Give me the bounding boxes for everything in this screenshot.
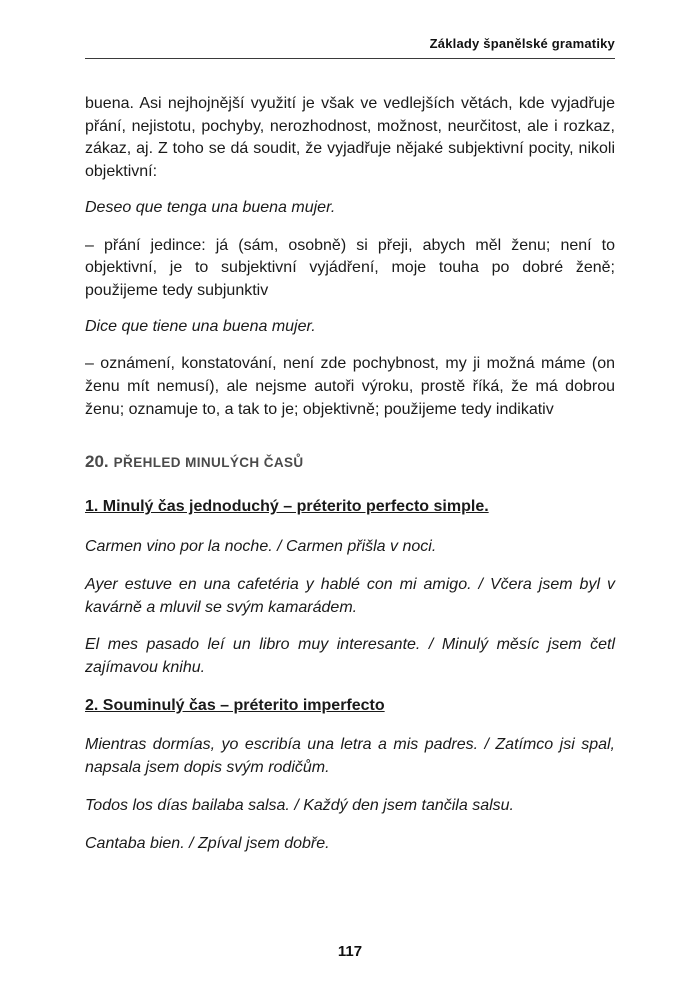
subsection-heading-preterito-perfecto: 1. Minulý čas jednoduchý – préterito perfecto simple.: [85, 498, 489, 516]
example-sentence-todos-los-dias: Todos los días bailaba salsa. / Každý den jsem tančila salsu.: [85, 796, 514, 814]
page-content: [0, 59, 700, 855]
subsection-heading-preterito-imperfecto: 2. Souminulý čas – préterito imperfecto: [85, 696, 385, 714]
paragraph-subjunctive-intro: buena. Asi nejhojnější využití je však ve vedlejších větách, kde vyjadřuje přání, nejistotu, pochyby, nerozhodnost, možnost, neurčitost, ale i rozkaz, zákaz, aj. Z toho se dá soudit, že vyjadřuje nějaké subjektivní pocity, nikoli objektivní:: [85, 95, 615, 181]
section-title: PŘEHLED MINULÝCH ČASŮ: [113, 454, 304, 470]
example-sentence-cantaba: Cantaba bien. / Zpíval jsem dobře.: [85, 834, 330, 852]
example-sentence-dice: Dice que tiene una buena mujer.: [85, 317, 316, 335]
example-sentence-carmen: Carmen vino por la noche. / Carmen přišla v noci.: [85, 538, 437, 556]
section-heading-past-tenses: [85, 450, 615, 475]
page-header: [0, 0, 700, 59]
example-sentence-mientras: Mientras dormías, yo escribía una letra a mis padres. / Zatímco jsi spal, napsala jsem dopis svým rodičům.: [85, 736, 615, 777]
running-head-title: Základy španělské gramatiky: [429, 36, 615, 51]
page-number: 117: [337, 943, 363, 960]
section-number: 20.: [85, 451, 109, 471]
example-sentence-el-mes-pasado: El mes pasado leí un libro muy interesante. / Minulý měsíc jsem četl zajímavou knihu.: [85, 636, 615, 676]
example-sentence-deseo: Deseo que tenga una buena mujer.: [85, 198, 336, 216]
paragraph-subjunctive-explanation: – přání jedince: já (sám, osobně) si přeji, abych měl ženu; není to objektivní, je to subjektivní vyjádření, moje touha po dobré ženě; použijeme tedy subjunktiv: [85, 236, 615, 300]
example-sentence-ayer: Ayer estuve en una cafetéria y hablé con mi amigo. / Včera jsem byl v kavárně a mluvil se svým kamarádem.: [85, 575, 615, 616]
paragraph-indicative-explanation: – oznámení, konstatování, není zde pochybnost, my ji možná máme (on ženu mít nemusí), ale nejsme autoři výroku, prostě říká, že má dobrou ženu; oznamuje to, a tak to je; objektivně; použijeme tedy indikativ: [85, 355, 615, 418]
page-footer: [0, 943, 700, 961]
